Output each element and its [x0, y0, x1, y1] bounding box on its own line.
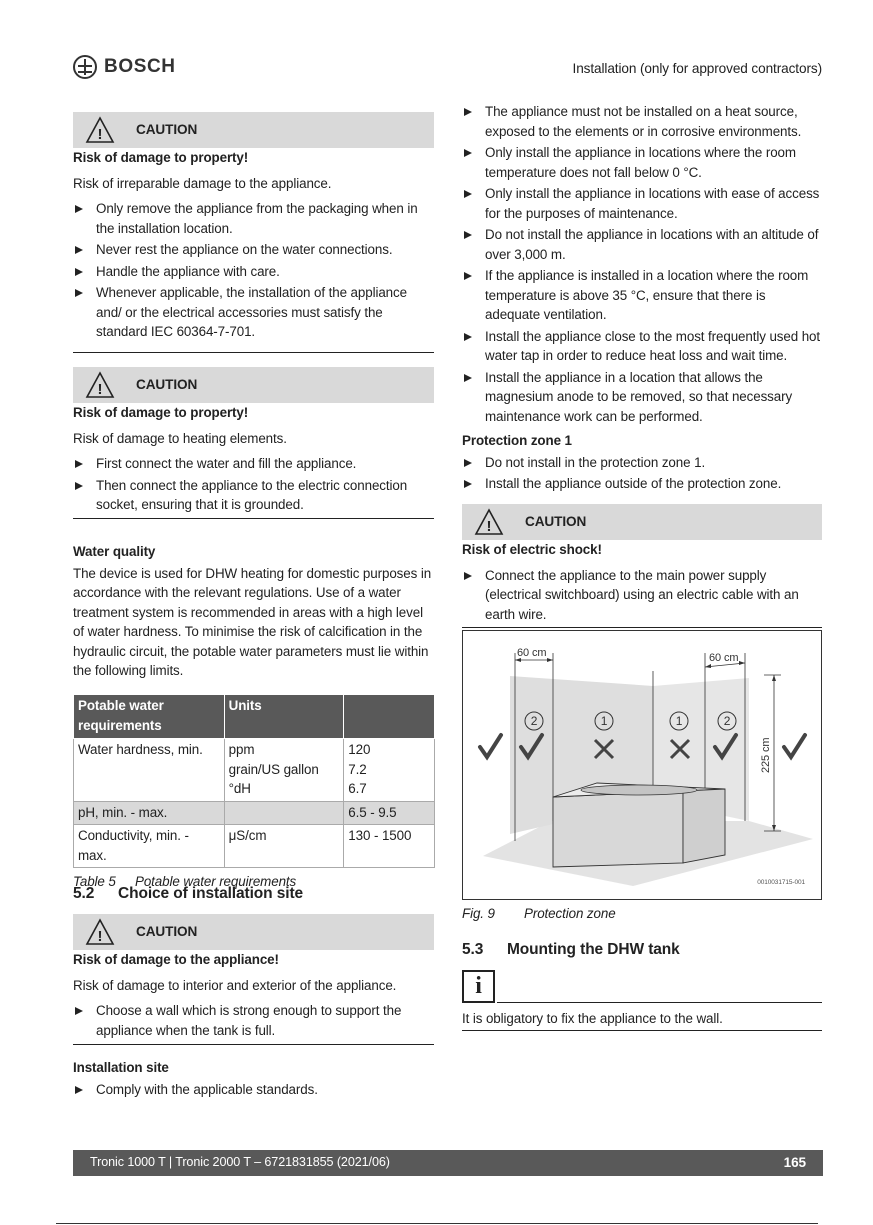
figure-frame [462, 630, 822, 900]
list-item: Then connect the appliance to the electric connection socket, ensuring that it is grounded. [73, 476, 434, 515]
caution-block-3 [73, 914, 434, 1045]
caution-list [73, 199, 434, 353]
zone-label: 1 [675, 714, 683, 728]
list-item: Only remove the appliance from the packaging when in the installation location. [73, 199, 434, 238]
list-item: Only install the appliance in locations where the room temperature does not fall below 0 °C. [462, 143, 822, 182]
caution-text: Risk of damage to heating elements. [73, 430, 287, 446]
list-item: If the appliance is installed in a location where the room temperature is above 35 °C, ensure that there is adequate ventilation. [462, 266, 822, 325]
dim-right-label: 60 cm [709, 652, 739, 664]
list-item: Comply with the applicable standards. [73, 1080, 434, 1100]
arrow-bullet-icon [464, 459, 472, 467]
arrow-bullet-icon [464, 374, 472, 382]
warning-triangle-icon [474, 508, 504, 536]
brand-name: BOSCH [104, 56, 176, 78]
svg-text:!: ! [97, 928, 103, 945]
page-footer [73, 1150, 823, 1176]
caution-block-2 [73, 367, 434, 519]
svg-text:!: ! [486, 518, 492, 535]
arrow-bullet-icon [75, 268, 83, 276]
caution-label: CAUTION [136, 122, 198, 138]
installation-site-block [73, 1058, 434, 1099]
arrow-bullet-icon [75, 289, 83, 297]
caution-heading: Risk of damage to property! [73, 150, 249, 165]
table-caption: Table 5 Potable water requirements [73, 874, 297, 889]
table-cell: Conductivity, min. - max. [74, 825, 225, 868]
bosch-armature-icon [73, 55, 97, 79]
zone-label: 2 [530, 714, 538, 728]
bathtub-side [683, 789, 725, 863]
bathtub-basin [581, 785, 697, 795]
table-row [74, 801, 435, 825]
table-row [74, 739, 435, 802]
potable-water-table [73, 694, 435, 868]
list-item: Handle the appliance with care. [73, 262, 434, 282]
section-5-2-heading: 5.2 Choice of installation site [73, 885, 304, 902]
caution-heading: Risk of electric shock! [462, 542, 602, 557]
caution-list [73, 454, 434, 519]
bathtub-front [553, 791, 683, 867]
bottom-rule [56, 1223, 818, 1224]
protection-zone-diagram [463, 631, 821, 899]
info-icon: i [462, 970, 495, 1003]
caution-label: CAUTION [136, 924, 198, 940]
svg-text:!: ! [97, 126, 103, 143]
list-item: The appliance must not be installed on a heat source, exposed to the elements or in corrosive environments. [462, 102, 822, 141]
caution-block-4 [462, 504, 822, 628]
warning-triangle-icon [85, 116, 115, 144]
dim-height-label: 225 cm [760, 737, 772, 773]
arrow-bullet-icon [464, 572, 472, 580]
caution-text: Risk of damage to interior and exterior of the appliance. [73, 977, 397, 993]
list-item: Do not install the appliance in locations with an altitude of over 3,000 m. [462, 225, 822, 264]
arrow-bullet-icon [464, 480, 472, 488]
table-header-row [74, 695, 435, 739]
protection-zone-figure [462, 630, 822, 924]
zone-label: 1 [600, 714, 608, 728]
installation-site-heading: Installation site [73, 1060, 169, 1075]
arrow-bullet-icon [464, 149, 472, 157]
arrow-bullet-icon [464, 272, 472, 280]
site-requirements-list [462, 102, 822, 426]
list-item: Install the appliance in a location that allows the magnesium anode to be removed, so that necessary maintenance work can be performed. [462, 368, 822, 427]
info-text: It is obligatory to fix the appliance to the wall. [462, 1009, 822, 1031]
protection-zone-heading: Protection zone 1 [462, 433, 572, 448]
info-block [462, 970, 822, 1031]
arrow-bullet-icon [75, 1086, 83, 1094]
table-cell: 120 7.2 6.7 [344, 739, 435, 802]
page-number: 165 [783, 1155, 806, 1171]
protection-zone-list [462, 453, 822, 494]
arrow-bullet-icon [75, 246, 83, 254]
figure-caption: Fig. 9 Protection zone [462, 906, 616, 921]
table-cell: μS/cm [224, 825, 344, 868]
list-item: Only install the appliance in locations with ease of access for the purposes of maintenance. [462, 184, 822, 223]
warning-triangle-icon [85, 918, 115, 946]
section-5-3-heading: 5.3 Mounting the DHW tank [462, 941, 680, 958]
arrow-bullet-icon [464, 108, 472, 116]
info-row [462, 970, 822, 1003]
table-header [344, 695, 435, 739]
table-cell: Water hardness, min. [74, 739, 225, 802]
arrow-bullet-icon [75, 205, 83, 213]
check-icon [480, 735, 501, 757]
potable-water-table-block [73, 694, 434, 892]
header-section-title: Installation (only for approved contractors) [572, 61, 822, 76]
figure-code: 0010031715-001 [757, 879, 805, 886]
installation-site-list [73, 1080, 434, 1100]
svg-text:!: ! [97, 381, 103, 398]
site-requirements-list-block [462, 102, 822, 426]
zone-label: 2 [723, 714, 731, 728]
list-item: Install the appliance outside of the protection zone. [462, 474, 822, 494]
arrow-bullet-icon [464, 231, 472, 239]
water-quality-block [73, 542, 434, 681]
table-cell: pH, min. - max. [74, 801, 225, 825]
caution-bar [73, 367, 434, 403]
water-quality-text: The device is used for DHW heating for domestic purposes in accordance with the relevant regulations. Use of a water treatment system is recommended in areas with a high level of water hardness. To minimise the risk of calcification in the hydraulic circuit, the potable water parameters must lie within the following limits. [73, 565, 432, 678]
protection-zone-block [462, 431, 822, 494]
footer-doc-info: Tronic 1000 T | Tronic 2000 T – 6721831855 (2021/06) [90, 1155, 390, 1170]
arrow-bullet-icon [464, 190, 472, 198]
bosch-logo [73, 55, 176, 79]
arrow-bullet-icon [75, 460, 83, 468]
caution-label: CAUTION [136, 377, 198, 393]
caution-block-1 [73, 112, 434, 353]
caution-list [462, 566, 822, 629]
list-item: Connect the appliance to the main power supply (electrical switchboard) using an electric cable with an earth wire. [462, 566, 822, 625]
table-row [74, 825, 435, 868]
table-header: Potable water requirements [74, 695, 225, 739]
list-item: Choose a wall which is strong enough to support the appliance when the tank is full. [73, 1001, 434, 1040]
caution-text: Risk of irreparable damage to the appliance. [73, 175, 332, 191]
table-cell: ppm grain/US gallon °dH [224, 739, 344, 802]
arrow-bullet-icon [75, 1007, 83, 1015]
list-item: Never rest the appliance on the water connections. [73, 240, 434, 260]
caution-bar [462, 504, 822, 540]
caution-bar [73, 914, 434, 950]
caution-list [73, 1001, 434, 1045]
list-item: Whenever applicable, the installation of the appliance and/ or the electrical accessories must satisfy the standard IEC 60364-7-701. [73, 283, 434, 342]
arrow-bullet-icon [75, 482, 83, 490]
dim-left-label: 60 cm [517, 647, 547, 659]
warning-triangle-icon [85, 371, 115, 399]
caution-bar [73, 112, 434, 148]
list-item: Install the appliance close to the most frequently used hot water tap in order to reduce heat loss and wait time. [462, 327, 822, 366]
list-item: First connect the water and fill the appliance. [73, 454, 434, 474]
caution-label: CAUTION [525, 514, 587, 530]
table-cell: 6.5 - 9.5 [344, 801, 435, 825]
table-cell [224, 801, 344, 825]
check-icon [784, 735, 805, 757]
arrow-bullet-icon [464, 333, 472, 341]
water-quality-heading: Water quality [73, 544, 156, 559]
table-header: Units [224, 695, 344, 739]
list-item: Do not install in the protection zone 1. [462, 453, 822, 473]
table-cell: 130 - 1500 [344, 825, 435, 868]
caution-heading: Risk of damage to property! [73, 405, 249, 420]
caution-heading: Risk of damage to the appliance! [73, 952, 279, 967]
